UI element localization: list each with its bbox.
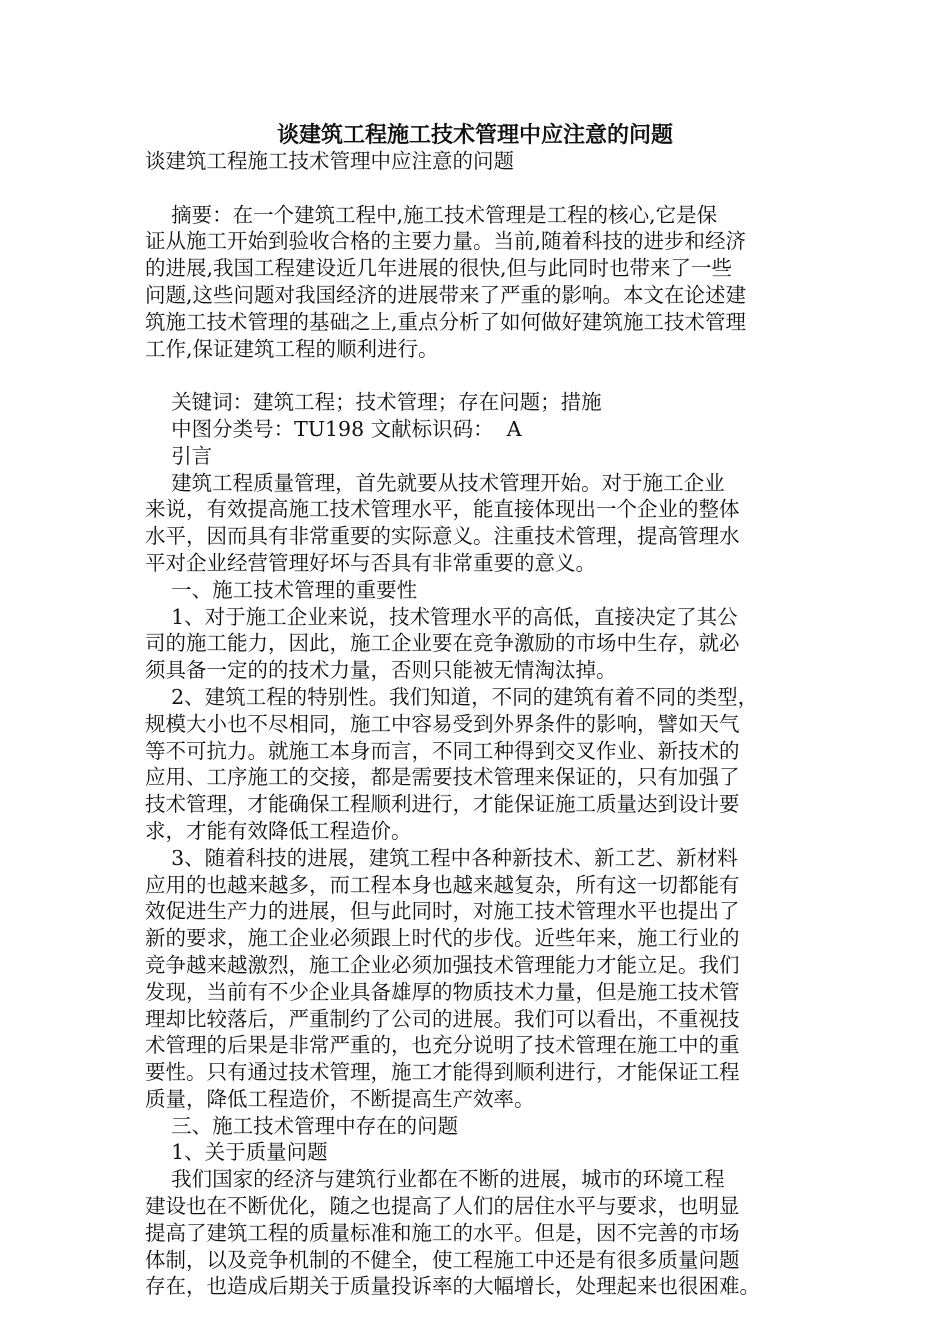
quality-line: 体制，以及竞争机制的不健全，使工程施工中还是有很多质量问题	[145, 1247, 740, 1272]
section3-heading: 三、施工技术管理中存在的问题	[145, 1113, 459, 1138]
quality-line: 提高了建筑工程的质量标准和施工的水平。但是，因不完善的市场	[145, 1220, 740, 1245]
subsection1-heading: 1、关于质量问题	[145, 1140, 328, 1165]
point3-line: 应用的也越来越多，而工程本身也越来越复杂，所有这一切都能有	[145, 872, 740, 897]
point2-line: 等不可抗力。就施工本身而言，不同工种得到交叉作业、新技术的	[145, 738, 740, 763]
point3-line: 效促进生产力的进展，但与此同时，对施工技术管理水平也提出了	[145, 899, 740, 924]
keywords-line: 关键词：建筑工程；技术管理；存在问题；措施	[145, 390, 602, 415]
point2-line: 技术管理，才能确保工程顺利进行，才能保证施工质量达到设计要	[145, 792, 740, 817]
quality-line: 建设也在不断优化，随之也提高了人们的居住水平与要求，也明显	[145, 1194, 740, 1219]
document-body	[145, 148, 805, 1300]
point3-line: 理却比较落后，严重制约了公司的进展。我们可以看出，不重视技	[145, 1006, 740, 1031]
point2-line: 应用、工序施工的交接，都是需要技术管理来保证的，只有加强了	[145, 765, 740, 790]
abstract-line: 摘要：在一个建筑工程中,施工技术管理是工程的核心,它是保	[145, 202, 718, 227]
abstract-line: 证从施工开始到验收合格的主要力量。当前,随着科技的进步和经济	[145, 229, 747, 254]
point1-paragraph	[145, 604, 805, 684]
intro-line: 水平，因而具有非常重要的实际意义。注重技术管理，提高管理水	[145, 524, 740, 549]
intro-line: 平对企业经营管理好坏与否具有非常重要的意义。	[145, 550, 596, 575]
intro-heading: 引言	[145, 443, 213, 468]
section1-heading: 一、施工技术管理的重要性	[145, 577, 418, 602]
abstract-line: 筑施工技术管理的基础之上,重点分析了如何做好建筑施工技术管理	[145, 309, 747, 334]
point2-paragraph	[145, 684, 805, 845]
abstract-line: 问题,这些问题对我国经济的进展带来了严重的影响。本文在论述建	[145, 282, 747, 307]
point3-line: 发现，当前有不少企业具备雄厚的物质技术力量，但是施工技术管	[145, 979, 740, 1004]
intro-line: 建筑工程质量管理，首先就要从技术管理开始。对于施工企业	[145, 470, 725, 495]
spacer	[145, 175, 805, 202]
point3-paragraph	[145, 845, 805, 1113]
document-subtitle: 谈建筑工程施工技术管理中应注意的问题	[145, 149, 514, 173]
point3-line: 竞争越来越激烈，施工企业必须加强技术管理能力才能立足。我们	[145, 952, 740, 977]
quality-paragraph	[145, 1166, 805, 1300]
abstract-paragraph	[145, 202, 805, 363]
document-title: 谈建筑工程施工技术管理中应注意的问题	[276, 123, 673, 148]
point3-line: 3、随着科技的进展，建筑工程中各种新技术、新工艺、新材料	[145, 845, 738, 870]
classification-line: 中图分类号：TU198 文献标识码： A	[145, 416, 522, 441]
point1-line: 须具备一定的的技术力量，否则只能被无情淘汰掉。	[145, 658, 617, 683]
point3-line: 要性。只有通过技术管理，施工才能得到顺利进行，才能保证工程	[145, 1060, 740, 1085]
point2-line: 规模大小也不尽相同，施工中容易受到外界条件的影响，譬如天气	[145, 711, 740, 736]
point3-line: 质量，降低工程造价，不断提高生产效率。	[145, 1086, 535, 1111]
point3-line: 术管理的后果是非常严重的，也充分说明了技术管理在施工中的重	[145, 1033, 740, 1058]
point1-line: 司的施工能力，因此，施工企业要在竞争激励的市场中生存，就必	[145, 631, 740, 656]
spacer	[145, 362, 805, 389]
quality-line: 我们国家的经济与建筑行业都在不断的进展，城市的环境工程	[145, 1167, 725, 1192]
point2-line: 求，才能有效降低工程造价。	[145, 818, 412, 843]
quality-line: 存在，也造成后期关于质量投诉率的大幅增长，处理起来也很困难。	[145, 1274, 760, 1299]
point3-line: 新的要求，施工企业必须跟上时代的步伐。近些年来，施工行业的	[145, 926, 740, 951]
intro-paragraph	[145, 470, 805, 577]
abstract-line: 的进展,我国工程建设近几年进展的很快,但与此同时也带来了一些	[145, 256, 733, 281]
point2-line: 2、建筑工程的特别性。我们知道，不同的建筑有着不同的类型，	[145, 684, 759, 709]
intro-line: 来说，有效提高施工技术管理水平，能直接体现出一个企业的整体	[145, 497, 740, 522]
abstract-line: 工作,保证建筑工程的顺利进行。	[145, 336, 439, 361]
point1-line: 1、对于施工企业来说，技术管理水平的高低，直接决定了其公	[145, 604, 738, 629]
